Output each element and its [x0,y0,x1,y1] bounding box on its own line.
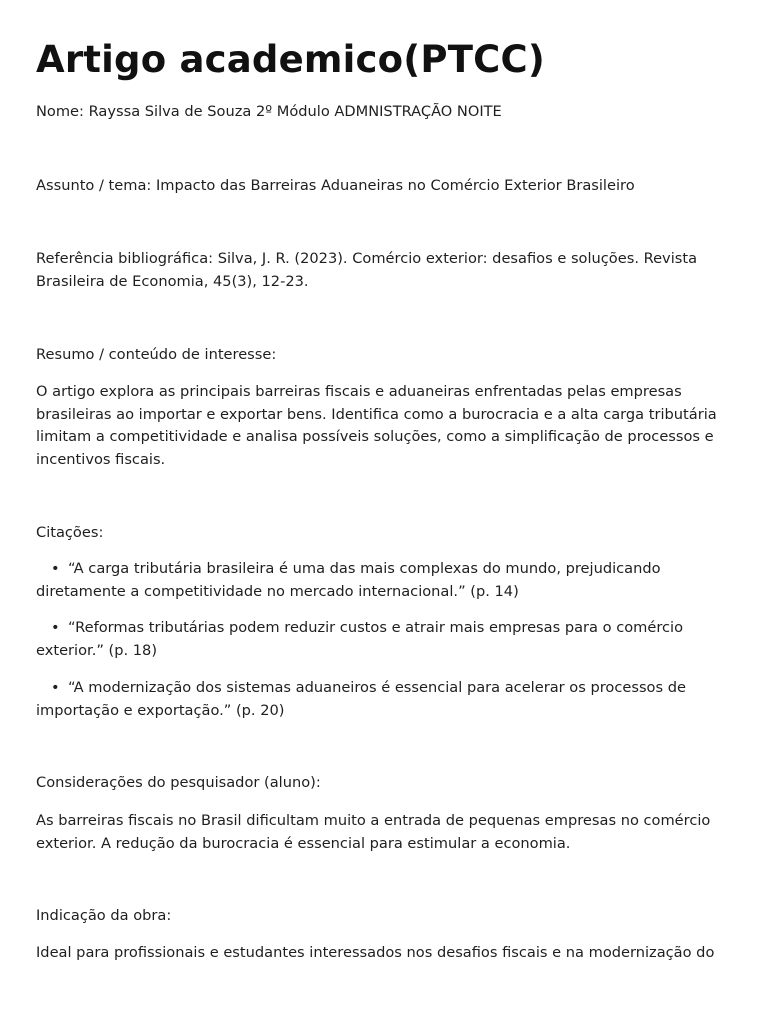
considerations-text: As barreiras fiscais no Brasil dificultam muito a entrada de pequenas empresas no comércio exterior. A redução da burocracia é essencial para estimular a economia. [36,812,711,852]
citation-item: • “A modernização dos sistemas aduaneiros é essencial para acelerar os processos de importação e exportação.” (p. 20) [36,677,726,722]
reference-line: Referência bibliográfica: Silva, J. R. (2023). Comércio exterior: desafios e soluções. Revista Brasileira de Economia, 45(3), 12-23. [36,250,698,290]
citation-item: • “Reformas tributárias podem reduzir custos e atrair mais empresas para o comércio exterior.” (p. 18) [36,617,726,662]
considerations-heading: Considerações do pesquisador (aluno): [36,774,321,791]
summary-text: O artigo explora as principais barreiras fiscais e aduaneiras enfrentadas pelas empresas brasileiras ao importar e exportar bens. Identifica como a burocracia e a alta carga tributária limitam a competitividade e analisa possíveis soluções, como a simplificação de processos e incentivos fiscais. [36,383,717,468]
summary-heading: Resumo / conteúdo de interesse: [36,346,277,363]
citation-item: • “A carga tributária brasileira é uma das mais complexas do mundo, prejudicando diretamente a competitividade no mercado internacional.” (p. 14) [36,558,726,603]
indication-text: Ideal para profissionais e estudantes interessados nos desafios fiscais e na modernização do [36,944,715,961]
subject-line: Assunto / tema: Impacto das Barreiras Aduaneiras no Comércio Exterior Brasileiro [36,177,635,194]
citations-heading: Citações: [36,524,104,541]
name-line: Nome: Rayssa Silva de Souza 2º Módulo ADMNISTRAÇÃO NOITE [36,103,502,120]
page-title: Artigo academico(PTCC) [36,38,545,81]
indication-heading: Indicação da obra: [36,907,172,924]
